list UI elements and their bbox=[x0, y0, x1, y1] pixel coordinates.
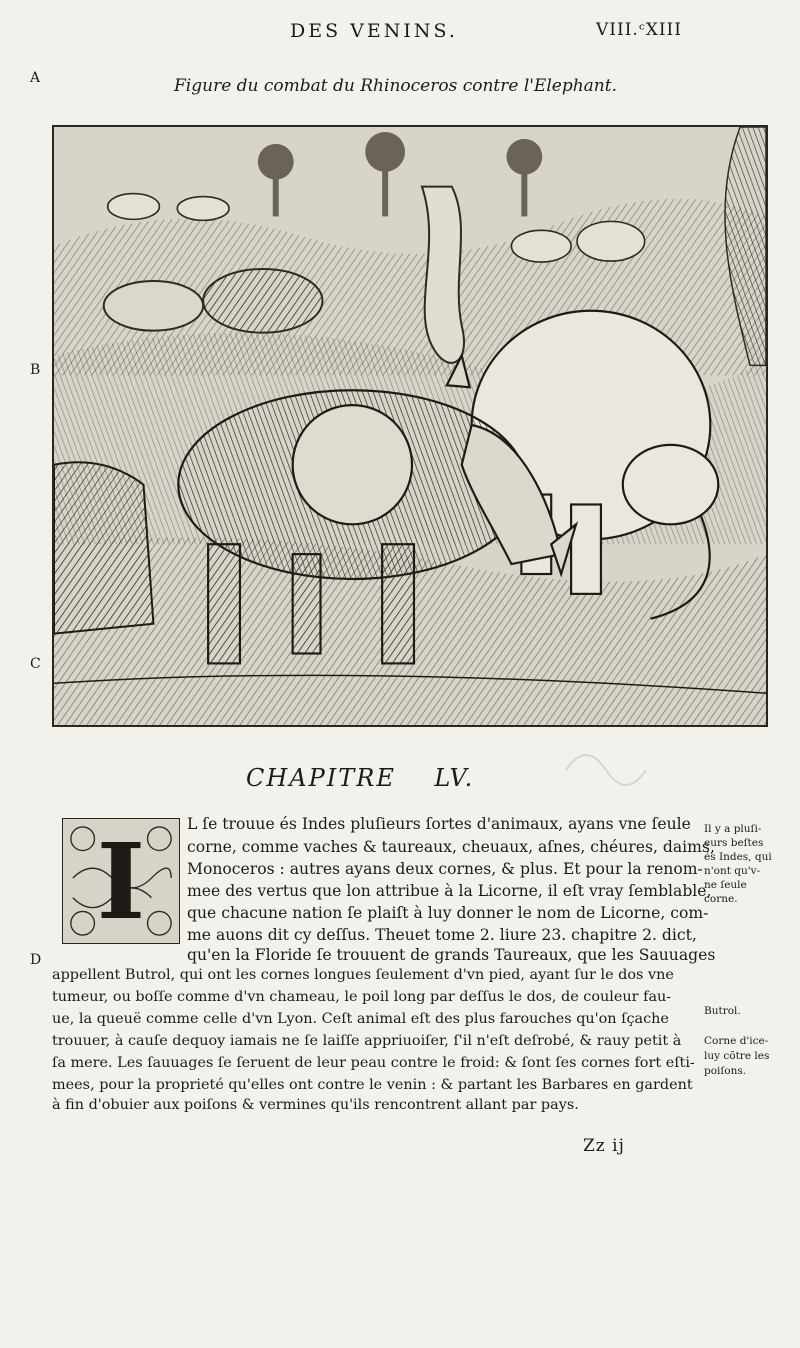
figure-caption: Figure du combat du Rhinoceros contre l'Elephant. bbox=[174, 76, 617, 96]
body-line: mees, pour la proprieté qu'elles ont contre le venin : & partant les Barbares en gardent bbox=[52, 1077, 693, 1093]
body-line: appellent Butrol, qui ont les cornes longues ſeulement d'vn pied, ayant ſur le dos vne bbox=[52, 967, 674, 983]
signature-mark: Zz ij bbox=[583, 1136, 625, 1156]
side-note-line: és Indes, qui bbox=[704, 851, 772, 863]
side-note-line: luy cõtre les bbox=[704, 1050, 770, 1062]
body-line: à fin d'obuier aux poiſons & vermines qu'ils rencontrent allant par pays. bbox=[52, 1097, 579, 1113]
rhinoceros-elephant-woodcut-icon bbox=[54, 127, 766, 725]
body-line: ue, la queuë comme celle d'vn Lyon. Ceſt animal eſt des plus farouches qu'on ſçache bbox=[52, 1011, 669, 1027]
margin-letter-c: C bbox=[30, 656, 41, 672]
side-note-line: ne ſeule bbox=[704, 879, 747, 891]
body-line: que chacune nation ſe plaiſt à luy donner le nom de Licorne, com- bbox=[187, 904, 709, 922]
body-line: ſa mere. Les ſauuages ſe ſeruent de leur peau contre le froid: & ſont ſes cornes fort eſti- bbox=[52, 1055, 695, 1071]
body-line: corne, comme vaches & taureaux, cheuaux, aſnes, chéures, daims, bbox=[187, 838, 715, 856]
side-note-line: n'ont qu'v- bbox=[704, 865, 761, 877]
side-note-butrol: Butrol. bbox=[704, 1005, 741, 1017]
running-head: DES VENINS. bbox=[290, 20, 458, 42]
body-line: qu'en la Floride ſe trouuent de grands Taureaux, que les Sauuages bbox=[187, 946, 716, 964]
side-note-line: Il y a pluſi- bbox=[704, 823, 762, 835]
body-line: tumeur, ou boſſe comme d'vn chameau, le poil long par deſſus le dos, de couleur fau- bbox=[52, 989, 672, 1005]
ornamental-dropcap-icon bbox=[62, 818, 180, 944]
ornament-ghost-icon bbox=[556, 730, 656, 810]
dropcap-letter: I bbox=[96, 819, 146, 943]
body-line: mee des vertus que lon attribue à la Licorne, il eſt vray ſemblable, bbox=[187, 882, 712, 900]
body-line: me auons dit cy deſſus. Theuet tome 2. liure 23. chapitre 2. dict, bbox=[187, 926, 697, 944]
margin-letter-a: A bbox=[30, 70, 41, 86]
folio: VIII.ᶜXIII bbox=[596, 20, 682, 40]
body-line: Monoceros : autres ayans deux cornes, & plus. Et pour la renom- bbox=[187, 860, 703, 878]
margin-letter-d: D bbox=[30, 952, 42, 968]
chapter-title: CHAPITRE LV. bbox=[246, 764, 475, 792]
woodcut-illustration bbox=[52, 125, 768, 727]
side-note-line: poiſons. bbox=[704, 1065, 747, 1077]
body-line: L ſe trouue és Indes pluſieurs ſortes d'animaux, ayans vne ſeule bbox=[187, 815, 691, 833]
margin-letter-b: B bbox=[30, 362, 41, 378]
body-line: trouuer, à cauſe dequoy iamais ne ſe laiſſe appriuoiſer, ſ'il n'eſt deſrobé, & rauy petit à bbox=[52, 1033, 682, 1049]
side-note-line: eurs beſtes bbox=[704, 837, 764, 849]
side-note-line: corne. bbox=[704, 893, 738, 905]
side-note-line: Corne d'ice- bbox=[704, 1035, 769, 1047]
